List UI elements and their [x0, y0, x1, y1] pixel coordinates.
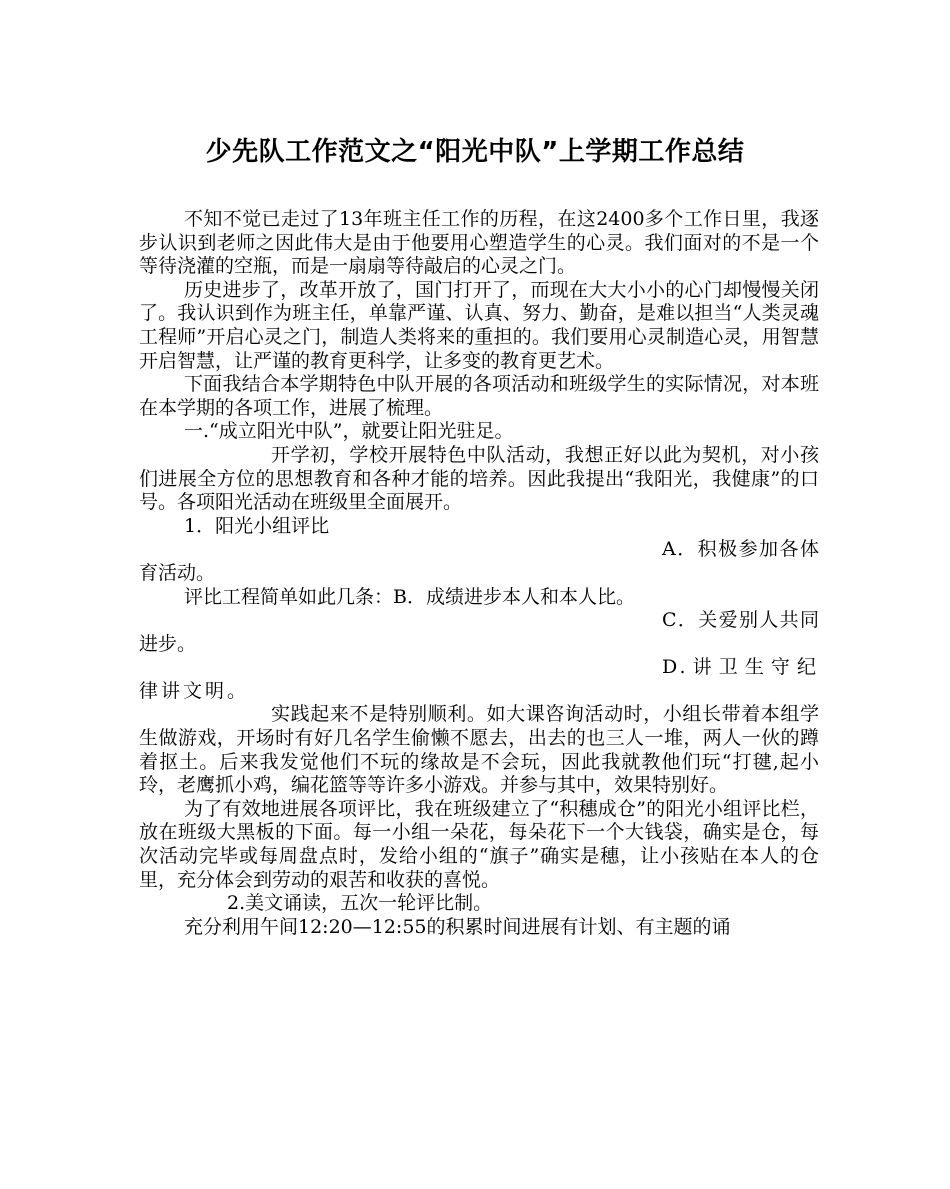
document-body	[139, 208, 819, 939]
criteria-d: D.讲卫生守纪律讲文明。	[139, 656, 819, 702]
document-title: 少先队工作范文之“阳光中队”上学期工作总结	[205, 137, 745, 167]
paragraph-history: 历史进步了，改革开放了，国门打开了，而现在大大小小的心门却慢慢关闭了。我认识到作为班主任，单靠严谨、认真、努力、勤奋，是难以担当“人类灵魂工程师”开启心灵之门，制造人类将来的重担的。我们要用心灵制造心灵，用智慧开启智慧，让严谨的教育更科学，让多变的教育更艺术。	[139, 278, 819, 372]
paragraph-practice: 实践起来不是特别顺利。如大课咨询活动时，小组长带着本组学生做游戏，开场时有好几名学生偷懒不愿去，出去的也三人一堆，两人一伙的蹲着抠土。后来我发觉他们不玩的缘故是不会玩，因此我就教他们玩“打毽,起小玲，老鹰抓小鸡，编花篮等等许多小游戏。并参与其中，效果特别好。	[139, 703, 819, 797]
subheading-sunshine-group: 1．阳光小组评比	[184, 514, 330, 537]
criteria-c: C．关爱别人共同进步。	[139, 609, 819, 655]
paragraph-start-of-term: 开学初，学校开展特色中队活动，我想正好以此为契机，对小孩们进展全方位的思想教育和各种才能的培养。因此我提出“我阳光，我健康”的口号。各项阳光活动在班级里全面展开。	[139, 443, 819, 514]
criteria-a: A．积极参加各体育活动。	[139, 538, 819, 584]
paragraph-intro: 不知不觉已走过了13年班主任工作的历程，在这2400多个工作日里，我逐步认识到老师之因此伟大是由于他要用心塑造学生的心灵。我们面对的不是一个等待浇灌的空瓶，而是一扇扇等待敲启的心灵之门。	[139, 208, 819, 278]
paragraph-overview: 下面我结合本学期特色中队开展的各项活动和班级学生的实际情况，对本班在本学期的各项工作，进展了梳理。	[139, 373, 819, 419]
paragraph-evaluation-board: 为了有效地进展各项评比，我在班级建立了“积穗成仓”的阳光小组评比栏，放在班级大黑板的下面。每一小组一朵花，每朵花下一个大钱袋，确实是仓，每次活动完毕或每周盘点时，发给小组的“旗子”确实是穗，让小孩贴在本人的仓里，充分体会到劳动的艰苦和收获的喜悦。	[139, 797, 819, 891]
section-heading-1: 一.“成立阳光中队”，就要让阳光驻足。	[184, 420, 514, 443]
subheading-reading: 2.美文诵读，五次一轮评比制。	[227, 892, 493, 915]
criteria-intro-b: 评比工程简单如此几条：B．成绩进步本人和本人比。	[184, 585, 635, 608]
paragraph-noon-reading: 充分利用午间12:20—12:55的积累时间进展有计划、有主题的诵	[184, 915, 731, 938]
